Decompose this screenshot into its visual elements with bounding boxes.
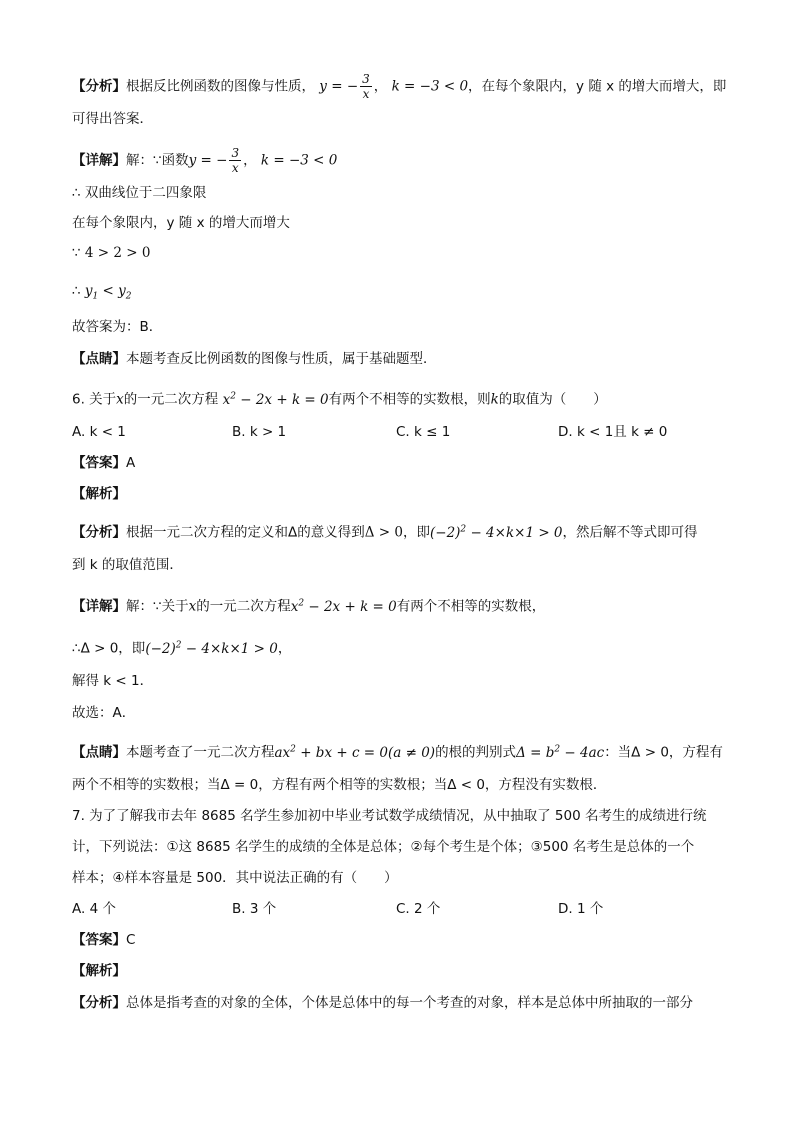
q5-analysis-text-a: 根据反比例函数的图像与性质， xyxy=(126,78,315,95)
q6-stem-d: 的取值为（ ） xyxy=(498,391,607,408)
q5-comment-text: 本题考查反比例函数的图像与性质，属于基础题型． xyxy=(126,351,437,367)
q6-analysis-b: ，即 xyxy=(402,524,430,541)
fraction-numerator: 3 xyxy=(362,72,370,86)
q6-option-d: D. k < 1且 k ≠ 0 xyxy=(558,424,668,440)
q5-hyperbola-line: ∴ 双曲线位于二四象限 xyxy=(72,185,207,201)
q6-choose-line: 故选：A． xyxy=(72,705,136,721)
q7-stem-line1: 7. 为了了解我市去年 8685 名学生参加初中毕业考试数学成绩情况，从中抽取了 500 名考生的成绩进行统 xyxy=(72,808,707,824)
formula-y-eq: y = − xyxy=(319,78,359,95)
parse-tag: 【解析】 xyxy=(72,963,126,979)
q6-solve-line: 解得 k < 1． xyxy=(72,673,154,689)
q6-parse-tag xyxy=(72,485,126,503)
q6-comment-a: 本题考查了一元二次方程 xyxy=(126,744,275,761)
y1-lt-y2-formula: $y_1 < y_2$ xyxy=(84,283,132,302)
q6-stem-b: 的一元二次方程 xyxy=(123,391,219,408)
detail-tag: 【详解】 xyxy=(72,152,126,169)
q6-detail-a: 解：∵关于 xyxy=(126,598,189,615)
q6-stem xyxy=(72,387,607,409)
q6-comment-b: 的根的判别式 xyxy=(435,744,517,761)
q5-analysis-line1: 【分析】根据反比例函数的图像与性质， y = − $\frac{3}{x}$ ， k = −3 < 0，在每个象限内，y 随 x 的增大而增大，即 xyxy=(72,72,727,101)
q6-option-b: B. k > 1 xyxy=(232,424,287,440)
quadratic-equation: $x^2 - 2x + k = 0$ xyxy=(222,391,329,408)
compare-expr: 4 > 2 > 0 xyxy=(84,245,151,261)
q6-detail-line xyxy=(72,594,545,616)
k-value-formula: k = −3 < 0 xyxy=(391,78,469,95)
delta-gt-0: Δ > 0 xyxy=(364,524,403,541)
q7-option-d: D. 1 个 xyxy=(558,901,604,917)
q6-comment-c: ：当Δ > 0，方程有 xyxy=(604,744,723,761)
q6-analysis-line2: 到 k 的取值范围． xyxy=(72,557,183,573)
q5-analysis-text-b: ，在每个象限内，y 随 x 的增大而增大，即 xyxy=(468,78,727,95)
q5-compare-line xyxy=(72,244,150,262)
q5-conclusion-line: ∴ $y_1 < y_2$ xyxy=(72,283,132,302)
detail-prefix: 解： xyxy=(126,152,153,169)
q6-stem-c: 有两个不相等的实数根，则 xyxy=(328,391,491,408)
general-quadratic: $ax^2$ + bx + c = 0(a ≠ 0) xyxy=(274,744,436,761)
q6-stem-a: 6. 关于 xyxy=(72,391,117,408)
k-value-formula: k = −3 < 0 xyxy=(260,152,338,169)
analysis-tag: 【分析】 xyxy=(72,78,126,95)
analysis-tag: 【分析】 xyxy=(72,995,126,1011)
q6-answer-line xyxy=(72,454,135,472)
q6-analysis-line1 xyxy=(72,520,698,542)
var-k: k xyxy=(490,391,499,408)
function-word: 函数 xyxy=(161,152,189,169)
q5-answer-line: 故答案为：B． xyxy=(72,319,163,335)
because-symbol: ∵ xyxy=(153,152,162,169)
q7-options xyxy=(72,900,722,918)
var-x: x xyxy=(188,598,197,615)
delta-formula: $\Delta = b^2 - 4ac$ xyxy=(516,744,605,761)
q6-delta-text: ∴Δ > 0，即 xyxy=(72,640,146,657)
q6-option-c: C. k ≤ 1 xyxy=(396,424,451,440)
fraction-denominator: x xyxy=(231,161,239,175)
discriminant-formula: $(-2)^2 - 4\times k\times 1 > 0$ xyxy=(145,640,278,657)
q7-answer-line xyxy=(72,931,135,949)
q7-stem-line3: 样本；④样本容量是 500．其中说法正确的有（ ） xyxy=(72,870,398,886)
q7-option-a: A. 4 个 xyxy=(72,901,116,917)
q7-stem-line2: 计，下列说法：①这 8685 名学生的成绩的全体是总体；②每个考生是个体；③500 名考生是总体的一个 xyxy=(72,839,695,855)
q6-detail-b: 的一元二次方程 xyxy=(196,598,291,615)
q6-answer: A xyxy=(126,455,136,471)
q6-detail-c: 有两个不相等的实数根， xyxy=(396,598,546,615)
q6-analysis-a: 根据一元二次方程的定义和Δ的意义得到 xyxy=(126,524,365,541)
comment-tag: 【点睛】 xyxy=(72,744,126,761)
q5-comment-line xyxy=(72,350,437,368)
q5-detail-line: 【详解】解：∵函数y = − $\frac{3}{x}$ ， k = −3 < 0 xyxy=(72,146,338,175)
answer-tag: 【答案】 xyxy=(72,455,126,471)
parse-tag: 【解析】 xyxy=(72,486,126,502)
q7-analysis-line xyxy=(72,994,693,1012)
q5-increase-line: 在每个象限内，y 随 x 的增大而增大 xyxy=(72,215,290,231)
fraction-3-over-x xyxy=(229,146,241,175)
q6-delta-line: ∴Δ > 0，即$(-2)^2 - 4\times k\times 1 > 0$， xyxy=(72,640,292,657)
q6-comment-line2: 两个不相等的实数根；当Δ = 0，方程有两个相等的实数根；当Δ < 0，方程没有实数根． xyxy=(72,777,607,793)
discriminant-formula: $(-2)^2 - 4\times k\times 1 > 0$ xyxy=(429,524,563,541)
q6-analysis-c: ，然后解不等式即可得 xyxy=(562,524,698,541)
fraction-denominator: x xyxy=(362,87,370,101)
q6-option-a: A. k < 1 xyxy=(72,424,126,440)
because-symbol: ∵ xyxy=(72,245,85,261)
q7-answer: C xyxy=(126,932,136,948)
answer-tag: 【答案】 xyxy=(72,932,126,948)
q7-parse-tag xyxy=(72,962,126,980)
q5-analysis-line2: 可得出答案． xyxy=(72,111,153,127)
q7-option-c: C. 2 个 xyxy=(396,901,441,917)
comment-tag: 【点睛】 xyxy=(72,351,126,367)
quadratic-equation: $x^2 - 2x + k = 0$ xyxy=(290,598,397,615)
q7-analysis-text: 总体是指考查的对象的全体，个体是总体中的每一个考查的对象，样本是总体中所抽取的一部分 xyxy=(126,995,693,1011)
analysis-tag: 【分析】 xyxy=(72,524,126,541)
q6-comment-line1 xyxy=(72,740,723,762)
detail-tag: 【详解】 xyxy=(72,598,126,615)
q7-option-b: B. 3 个 xyxy=(232,901,277,917)
var-x: x xyxy=(116,391,124,408)
q6-options xyxy=(72,423,722,441)
fraction-numerator: 3 xyxy=(231,146,240,160)
formula-y-eq: y = − xyxy=(188,152,228,169)
fraction-3-over-x xyxy=(360,72,372,101)
